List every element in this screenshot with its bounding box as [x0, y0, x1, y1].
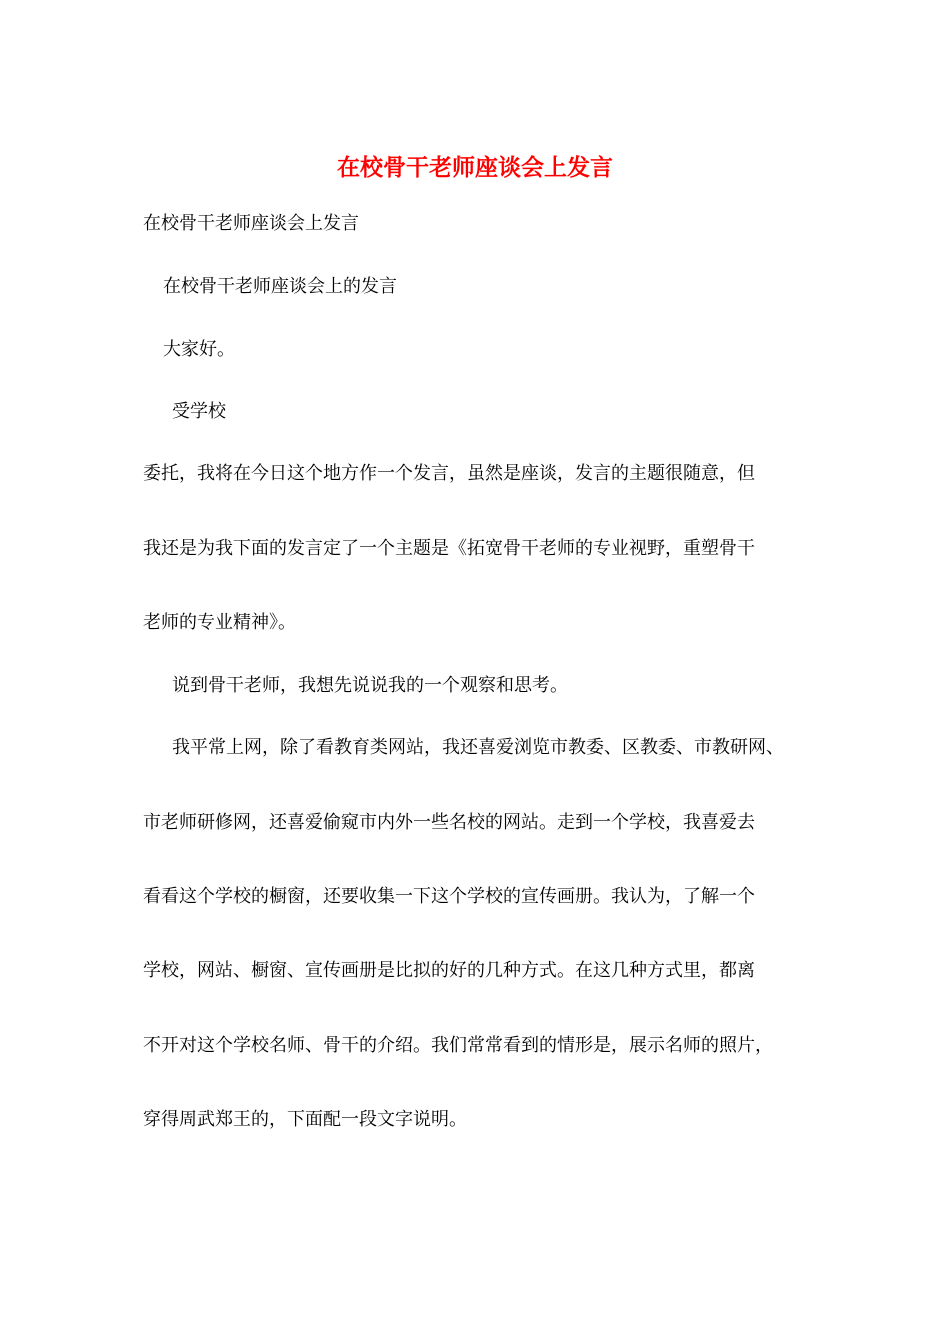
document-subtitle: 在校骨干老师座谈会上发言: [143, 213, 359, 234]
paragraph-line: 我还是为我下面的发言定了一个主题是《拓宽骨干老师的专业视野，重塑骨干: [143, 538, 755, 559]
paragraph-line: 老师的专业精神》。: [143, 612, 296, 633]
paragraph-line: 学校，网站、橱窗、宣传画册是比拟的好的几种方式。在这几种方式里，都离: [143, 960, 755, 981]
speech-heading: 在校骨干老师座谈会上的发言: [163, 276, 397, 297]
document-title: 在校骨干老师座谈会上发言: [337, 154, 613, 181]
greeting-line: 大家好。: [163, 339, 235, 360]
paragraph-line: 穿得周武郑王的，下面配一段文字说明。: [143, 1109, 467, 1130]
paragraph-line: 受学校: [172, 401, 226, 422]
paragraph-line: 委托，我将在今日这个地方作一个发言，虽然是座谈，发言的主题很随意，但: [143, 463, 755, 484]
paragraph-line: 说到骨干老师，我想先说说我的一个观察和思考。: [172, 675, 568, 696]
paragraph-line: 看看这个学校的橱窗，还要收集一下这个学校的宣传画册。我认为，了解一个: [143, 886, 755, 907]
paragraph-line: 市老师研修网，还喜爱偷窥市内外一些名校的网站。走到一个学校，我喜爱去: [143, 812, 755, 833]
paragraph-line: 不开对这个学校名师、骨干的介绍。我们常常看到的情形是，展示名师的照片，: [143, 1035, 773, 1056]
paragraph-line: 我平常上网，除了看教育类网站，我还喜爱浏览市教委、区教委、市教研网、: [172, 737, 784, 758]
